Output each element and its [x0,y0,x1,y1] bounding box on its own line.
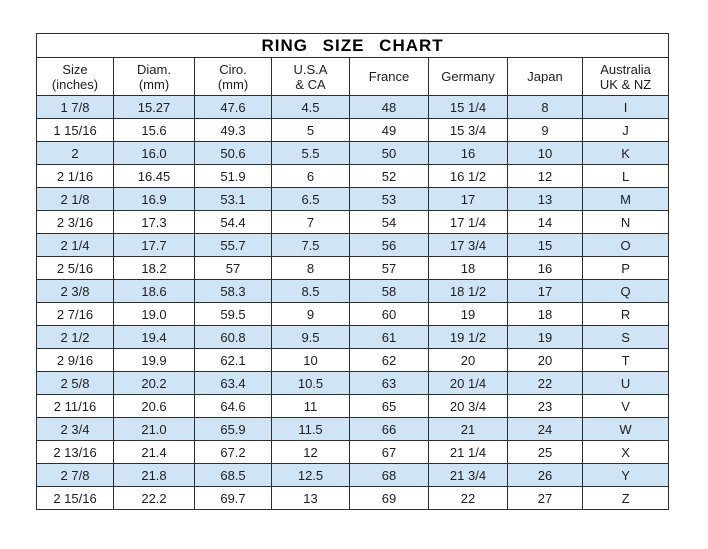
table-cell: 8 [508,96,583,119]
table-cell: 19 1/2 [429,326,508,349]
table-cell: 63 [350,372,429,395]
table-cell: 63.4 [195,372,272,395]
table-cell: 13 [272,487,350,510]
table-cell: 2 9/16 [37,349,114,372]
table-cell: 21 [429,418,508,441]
table-cell: 53.1 [195,188,272,211]
table-cell: 20 [429,349,508,372]
table-body [37,96,669,510]
table-cell: Z [583,487,669,510]
table-cell: 9.5 [272,326,350,349]
table-cell: 19.9 [114,349,195,372]
table-row [37,211,669,234]
table-cell: 18 1/2 [429,280,508,303]
column-header-label: France [368,69,410,84]
table-cell: 6.5 [272,188,350,211]
table-cell: 2 3/4 [37,418,114,441]
column-header-label: Australia [600,61,651,77]
table-cell: 16 1/2 [429,165,508,188]
table-cell: 66 [350,418,429,441]
column-header-sublabel: UK & NZ [599,76,652,92]
table-cell: 54.4 [195,211,272,234]
table-row [37,464,669,487]
table-cell: 50 [350,142,429,165]
table-cell: 12 [508,165,583,188]
table-cell: 11 [272,395,350,418]
table-cell: 2 5/16 [37,257,114,280]
column-header-size [37,58,114,96]
table-cell: 2 1/4 [37,234,114,257]
table-cell: 2 5/8 [37,372,114,395]
table-cell: 17 3/4 [429,234,508,257]
table-cell: 4.5 [272,96,350,119]
table-cell: 22.2 [114,487,195,510]
table-cell: 64.6 [195,395,272,418]
table-cell: 62.1 [195,349,272,372]
table-cell: 1 15/16 [37,119,114,142]
table-cell: W [583,418,669,441]
table-cell: 67.2 [195,441,272,464]
table-cell: 57 [195,257,272,280]
table-cell: 18 [429,257,508,280]
table-cell: 16.45 [114,165,195,188]
column-header-label: U.S.A [293,61,328,77]
table-cell: 68.5 [195,464,272,487]
table-row [37,119,669,142]
table-cell: 2 1/8 [37,188,114,211]
column-header-sublabel: (mm) [217,76,249,92]
table-cell: 10.5 [272,372,350,395]
table-cell: 24 [508,418,583,441]
table-cell: 19 [508,326,583,349]
column-header-japan [508,58,583,96]
table-cell: 26 [508,464,583,487]
column-header-ciro [195,58,272,96]
table-cell: 20.2 [114,372,195,395]
table-cell: N [583,211,669,234]
table-row [37,142,669,165]
table-cell: 20 1/4 [429,372,508,395]
column-header-u-s-a [272,58,350,96]
column-header-france [350,58,429,96]
table-cell: 2 7/8 [37,464,114,487]
column-header-label: Ciro. [219,61,247,77]
table-row [37,96,669,119]
table-row [37,487,669,510]
table-cell: 16 [508,257,583,280]
table-cell: 49.3 [195,119,272,142]
table-cell: 47.6 [195,96,272,119]
table-cell: 5.5 [272,142,350,165]
table-cell: 53 [350,188,429,211]
table-cell: 19.0 [114,303,195,326]
table-cell: 20 [508,349,583,372]
column-header-sublabel: (mm) [138,76,170,92]
table-cell: 61 [350,326,429,349]
table-row [37,165,669,188]
column-header-diam [114,58,195,96]
table-cell: 16.0 [114,142,195,165]
table-cell: U [583,372,669,395]
table-row [37,303,669,326]
table-row [37,349,669,372]
table-cell: 2 7/16 [37,303,114,326]
table-cell: 59.5 [195,303,272,326]
table-cell: 18.2 [114,257,195,280]
table-cell: 51.9 [195,165,272,188]
table-cell: 60 [350,303,429,326]
table-cell: 62 [350,349,429,372]
table-row [37,395,669,418]
column-header-label: Japan [527,69,563,84]
column-header-label: Diam. [137,61,171,77]
table-cell: 65 [350,395,429,418]
table-cell: 58 [350,280,429,303]
table-cell: 2 [37,142,114,165]
table-cell: 17.3 [114,211,195,234]
table-cell: 9 [272,303,350,326]
table-cell: 18.6 [114,280,195,303]
table-cell: 2 11/16 [37,395,114,418]
table-cell: M [583,188,669,211]
table-row [37,257,669,280]
table-cell: 12 [272,441,350,464]
table-cell: 25 [508,441,583,464]
table-cell: 2 3/8 [37,280,114,303]
table-cell: Y [583,464,669,487]
table-cell: 21 1/4 [429,441,508,464]
table-cell: 67 [350,441,429,464]
table-cell: 2 1/16 [37,165,114,188]
table-cell: 20 3/4 [429,395,508,418]
table-cell: 49 [350,119,429,142]
table-cell: J [583,119,669,142]
table-cell: 55.7 [195,234,272,257]
table-cell: 15 3/4 [429,119,508,142]
table-cell: R [583,303,669,326]
table-cell: 22 [429,487,508,510]
table-cell: 14 [508,211,583,234]
table-cell: 21 3/4 [429,464,508,487]
table-cell: 8.5 [272,280,350,303]
table-cell: O [583,234,669,257]
table-cell: V [583,395,669,418]
table-cell: 15 1/4 [429,96,508,119]
table-cell: 10 [272,349,350,372]
table-cell: 19.4 [114,326,195,349]
table-cell: 27 [508,487,583,510]
table-cell: 16.9 [114,188,195,211]
table-cell: 16 [429,142,508,165]
table-cell: 15.6 [114,119,195,142]
column-header-label: Size [62,61,88,77]
table-row [37,188,669,211]
table-cell: 17 [508,280,583,303]
table-cell: 18 [508,303,583,326]
table-cell: 19 [429,303,508,326]
table-cell: 56 [350,234,429,257]
title-row [37,34,669,58]
table-cell: 8 [272,257,350,280]
table-cell: L [583,165,669,188]
column-header-australia [583,58,669,96]
column-header-row [37,58,669,96]
table-cell: 13 [508,188,583,211]
table-cell: 2 3/16 [37,211,114,234]
ring-size-chart-table [36,33,669,510]
table-cell: T [583,349,669,372]
table-cell: 57 [350,257,429,280]
table-cell: 69.7 [195,487,272,510]
column-header-sublabel: & CA [295,76,326,92]
table-cell: 15.27 [114,96,195,119]
table-row [37,280,669,303]
table-cell: P [583,257,669,280]
table-cell: 2 1/2 [37,326,114,349]
table-row [37,326,669,349]
table-cell: 6 [272,165,350,188]
table-cell: I [583,96,669,119]
table-cell: 5 [272,119,350,142]
table-cell: 60.8 [195,326,272,349]
table-cell: 9 [508,119,583,142]
table-cell: 65.9 [195,418,272,441]
table-cell: 68 [350,464,429,487]
table-cell: 21.4 [114,441,195,464]
chart-title: RING SIZE CHART [37,34,669,58]
table-cell: S [583,326,669,349]
table-cell: 22 [508,372,583,395]
table-cell: 7.5 [272,234,350,257]
table-cell: 1 7/8 [37,96,114,119]
table-cell: 11.5 [272,418,350,441]
table-row [37,418,669,441]
table-cell: 7 [272,211,350,234]
table-cell: Q [583,280,669,303]
table-cell: X [583,441,669,464]
column-header-germany [429,58,508,96]
table-cell: 2 15/16 [37,487,114,510]
table-cell: K [583,142,669,165]
table-cell: 15 [508,234,583,257]
table-cell: 17 [429,188,508,211]
table-cell: 52 [350,165,429,188]
table-cell: 21.8 [114,464,195,487]
table-cell: 50.6 [195,142,272,165]
table-cell: 10 [508,142,583,165]
column-header-label: Germany [441,69,495,84]
table-cell: 48 [350,96,429,119]
table-cell: 12.5 [272,464,350,487]
table-cell: 58.3 [195,280,272,303]
table-cell: 2 13/16 [37,441,114,464]
table-cell: 69 [350,487,429,510]
table-row [37,234,669,257]
table-cell: 17.7 [114,234,195,257]
table-cell: 23 [508,395,583,418]
table-cell: 21.0 [114,418,195,441]
table-cell: 54 [350,211,429,234]
table-cell: 17 1/4 [429,211,508,234]
table-cell: 20.6 [114,395,195,418]
table-row [37,441,669,464]
table-row [37,372,669,395]
column-header-sublabel: (inches) [51,76,99,92]
